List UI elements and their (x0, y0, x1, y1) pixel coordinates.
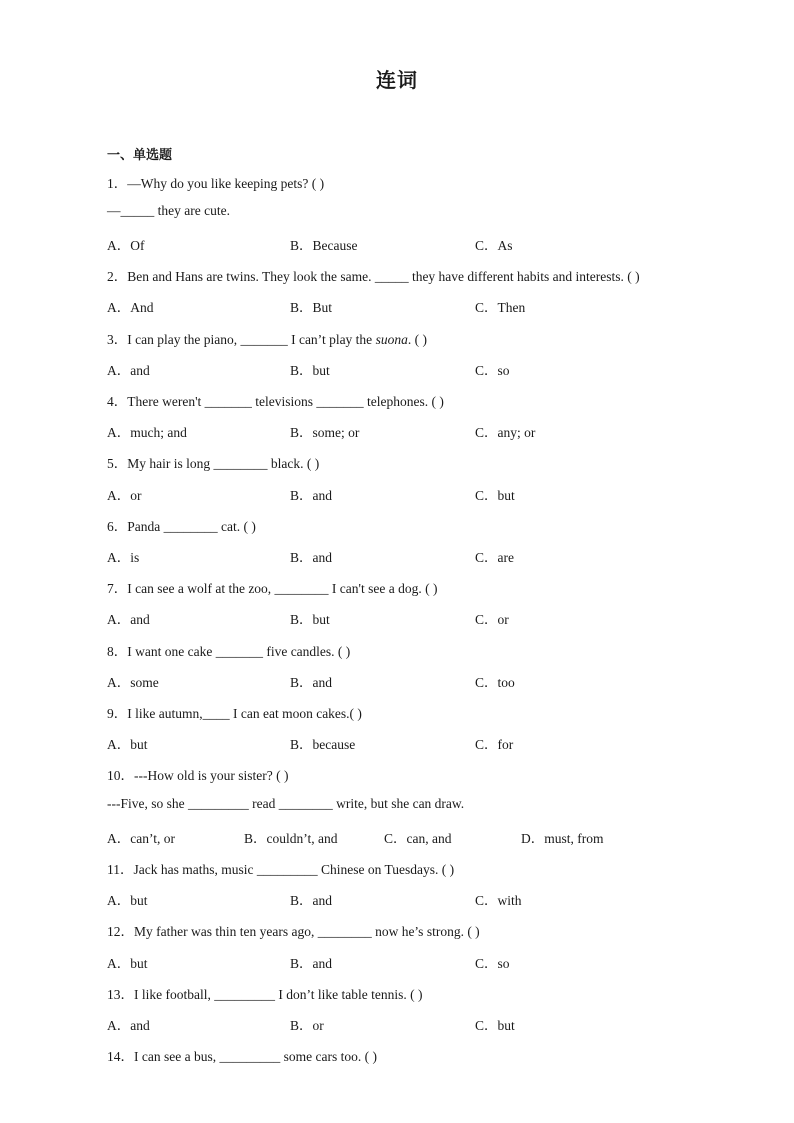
question-7-option-b[interactable]: B．but (290, 612, 330, 627)
question-9-option-b[interactable]: B．because (290, 737, 356, 752)
question-12-option-a[interactable]: A．but (107, 956, 148, 971)
question-4-option-a[interactable]: A．much; and (107, 425, 187, 440)
question-5-option-c[interactable]: C．but (475, 488, 515, 503)
question-13-stem: 13．I like football, _________ I don’t like table tennis. ( ) (107, 987, 423, 1002)
question-5-options (107, 484, 727, 502)
question-13-options (107, 1014, 727, 1032)
question-13-option-c[interactable]: C．but (475, 1018, 515, 1033)
question-6-options (107, 546, 727, 564)
question-2-option-a[interactable]: A．And (107, 300, 154, 315)
question-14-stem: 14．I can see a bus, _________ some cars too. ( ) (107, 1049, 377, 1064)
question-6-option-b[interactable]: B．and (290, 550, 332, 565)
question-1-answer-line: —_____ they are cute. (107, 203, 230, 218)
question-1-option-c[interactable]: C．As (475, 238, 513, 253)
question-3-stem-italic: suona (375, 332, 408, 347)
question-11-stem: 11．Jack has maths, music _________ Chinese on Tuesdays. ( ) (107, 862, 455, 877)
question-4-stem: 4．There weren't _______ televisions _______ telephones. ( ) (107, 394, 444, 409)
section-heading: 一、单选题 (107, 148, 173, 163)
question-12-stem: 12．My father was thin ten years ago, ________ now he’s strong. ( ) (107, 924, 480, 939)
question-3-option-a[interactable]: A．and (107, 363, 150, 378)
question-5-option-b[interactable]: B．and (290, 488, 332, 503)
question-12-option-b[interactable]: B．and (290, 956, 332, 971)
question-3-stem (107, 328, 427, 348)
question-10-option-a[interactable]: A．can’t, or (107, 831, 175, 846)
question-3-stem-end: . ( ) (407, 332, 427, 347)
question-3-option-b[interactable]: B．but (290, 363, 330, 378)
question-5-option-a[interactable]: A．or (107, 488, 142, 503)
question-7-stem: 7．I can see a wolf at the zoo, ________ I can't see a dog. ( ) (107, 581, 438, 596)
question-2-options (107, 296, 727, 314)
question-12-option-c[interactable]: C．so (475, 956, 510, 971)
question-13-option-b[interactable]: B．or (290, 1018, 324, 1033)
question-5-stem: 5．My hair is long ________ black. ( ) (107, 456, 320, 471)
question-1-stem: 1．—Why do you like keeping pets? ( ) (107, 176, 325, 191)
question-10-stem: 10．---How old is your sister? ( ) (107, 768, 289, 783)
question-3-stem-start: 3．I can play the piano, _______ I can’t play the (107, 332, 376, 347)
question-8-stem: 8．I want one cake _______ five candles. ( ) (107, 644, 351, 659)
question-11-option-b[interactable]: B．and (290, 893, 332, 908)
question-6-stem: 6．Panda ________ cat. ( ) (107, 519, 256, 534)
question-1-option-b[interactable]: B．Because (290, 238, 358, 253)
question-4-option-c[interactable]: C．any; or (475, 425, 536, 440)
question-6-option-c[interactable]: C．are (475, 550, 514, 565)
question-9-option-c[interactable]: C．for (475, 737, 514, 752)
question-2-option-c[interactable]: C．Then (475, 300, 526, 315)
question-11-options (107, 889, 727, 907)
question-4-options (107, 421, 727, 439)
question-12-options (107, 952, 727, 970)
question-10-options (107, 827, 727, 845)
question-2-option-b[interactable]: B．But (290, 300, 333, 315)
question-11-option-c[interactable]: C．with (475, 893, 522, 908)
question-8-option-b[interactable]: B．and (290, 675, 332, 690)
question-11-option-a[interactable]: A．but (107, 893, 148, 908)
question-9-option-a[interactable]: A．but (107, 737, 148, 752)
question-7-option-c[interactable]: C．or (475, 612, 509, 627)
question-2-stem: 2．Ben and Hans are twins. They look the same. _____ they have different habits and interests. ( ) (107, 269, 640, 284)
question-6-option-a[interactable]: A．is (107, 550, 140, 565)
question-10-option-c[interactable]: C．can, and (384, 831, 452, 846)
question-8-options (107, 671, 727, 689)
question-10-answer-line: ---Five, so she _________ read ________ write, but she can draw. (107, 796, 465, 811)
question-10-option-b[interactable]: B．couldn’t, and (244, 831, 338, 846)
question-9-options (107, 733, 727, 751)
question-1-option-a[interactable]: A．Of (107, 238, 145, 253)
question-10-option-d[interactable]: D．must, from (521, 831, 604, 846)
question-9-stem: 9．I like autumn,____ I can eat moon cakes.( ) (107, 706, 362, 721)
question-4-option-b[interactable]: B．some; or (290, 425, 360, 440)
question-3-options (107, 359, 727, 377)
question-13-option-a[interactable]: A．and (107, 1018, 150, 1033)
question-8-option-a[interactable]: A．some (107, 675, 159, 690)
question-1-options (107, 234, 727, 252)
question-8-option-c[interactable]: C．too (475, 675, 515, 690)
question-3-option-c[interactable]: C．so (475, 363, 510, 378)
question-7-options (107, 608, 727, 626)
page-title: 连词 (376, 68, 418, 92)
question-7-option-a[interactable]: A．and (107, 612, 150, 627)
